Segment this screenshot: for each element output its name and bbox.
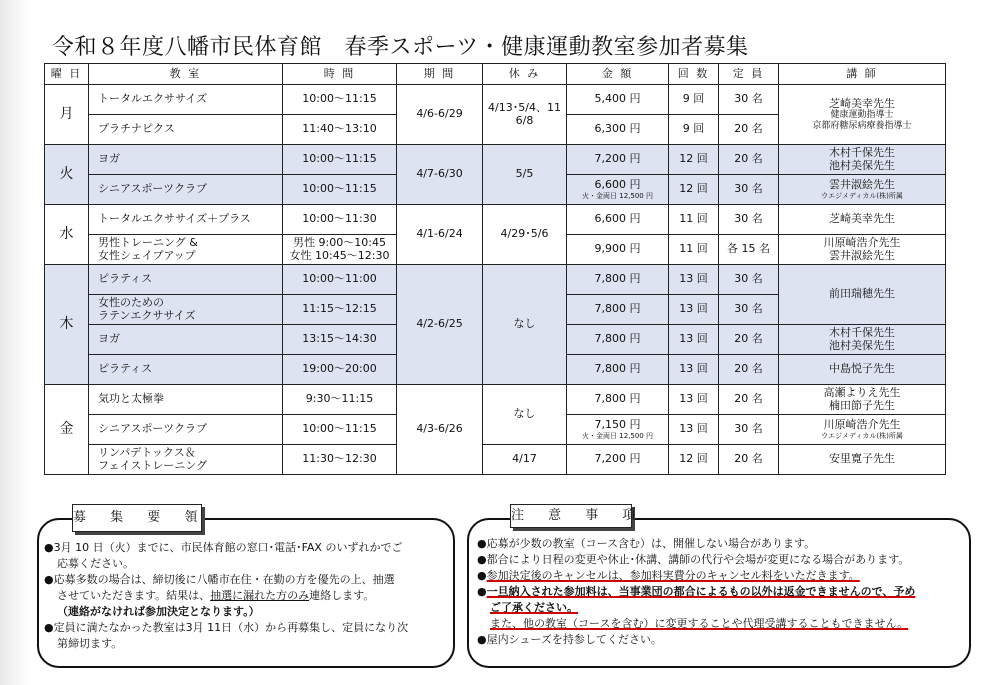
rest-cell: なし [483,265,567,385]
class-count: 13 回 [669,265,719,295]
class-time: 女性 10:45～12:30 [289,248,390,262]
class-capacity: 30 名 [719,415,779,445]
recruit-line: ●応募多数の場合は、締切後に八幡市在住・在勤の方を優先の上、抽選 [44,573,395,586]
recruit-line: 第締切ます。 [57,637,123,650]
class-name: 気功と太極拳 [89,385,283,415]
class-count: 13 回 [669,415,719,445]
class-time: 10:00～11:00 [283,265,397,295]
class-time: 男性 9:00～10:45 [293,235,386,249]
instructor-credential: 京都府糖尿病療養指導士 [812,120,912,131]
class-name: ピラティス [89,265,283,295]
class-count: 9 回 [669,85,719,115]
class-count: 13 回 [669,355,719,385]
rest-text: 4/13･5/4、11 [488,100,561,114]
period-cell: 4/3-6/26 [397,385,483,475]
class-capacity: 各 15 名 [719,235,779,265]
instructor-cell [779,415,946,445]
note-bullet: ● [477,569,487,582]
note-underlined-text: 参加決定後のキャンセルは、参加料実費分のキャンセル料をいただきます。 [486,569,860,582]
header-capacity: 定 員 [719,64,779,85]
class-count: 12 回 [669,445,719,475]
class-name: シニアスポーツクラブ [89,415,283,445]
class-name: トータルエクササイズ＋プラス [89,205,283,235]
period-cell: 4/2-6/25 [397,265,483,385]
class-time: 13:15～14:30 [283,325,397,355]
class-time: 10:00～11:15 [283,415,397,445]
instructor-name: 池村美保先生 [829,338,895,352]
class-price: 6,300 円 [567,115,669,145]
class-name: フェイストレーニング [98,458,208,472]
class-price: 7,800 円 [567,295,669,325]
class-name: リンパデトックス＆ [98,445,196,459]
instructor-name: 中島悦子先生 [779,355,946,385]
instructor-name: 池村美保先生 [829,158,895,172]
instructor-cell [779,175,946,205]
day-cell-fri: 金 [45,385,89,475]
class-price: 7,150 円 [594,418,641,432]
class-name: トータルエクササイズ [89,85,283,115]
recruit-text: させていただきます。結果は、 [57,589,211,602]
class-price: 6,600 円 [567,205,669,235]
day-cell-mon: 月 [45,85,89,145]
class-price-cell [567,415,669,445]
class-name-cell [89,295,283,325]
class-capacity: 20 名 [719,355,779,385]
table-row [45,205,946,235]
class-price: 7,200 円 [567,145,669,175]
class-name: ヨガ [89,325,283,355]
day-cell-tue: 火 [45,145,89,205]
class-name: 男性トレーニング & [98,235,198,249]
header-time: 時 間 [283,64,397,85]
instructor-cell [779,145,946,175]
class-name: 女性シェイプアップ [98,248,196,262]
class-count: 13 回 [669,295,719,325]
class-capacity: 30 名 [719,265,779,295]
table-header-row [45,64,946,85]
recruit-line: ●3月 10 日（火）までに、市民体育館の窓口･電話･FAX のいずれかでご [44,541,403,554]
rest-cell: なし [483,385,567,445]
page-title: 令和８年度八幡市民体育館 春季スポーツ・健康運動教室参加者募集 [52,35,749,60]
instructor-name: 安里寛子先生 [779,445,946,475]
class-count: 13 回 [669,325,719,355]
day-cell-thu: 木 [45,265,89,385]
page-edge-shadow [0,0,30,685]
notes-text [477,536,957,648]
recruit-line: ●定員に満たなかった教室は3月 11日（水）から再募集し、定員になり次 [44,621,409,634]
class-count: 11 回 [669,235,719,265]
instructor-name: 芝崎美幸先生 [779,205,946,235]
class-price: 6,600 円 [594,178,641,192]
instructor-name: 雲井淑絵先生 [829,178,895,192]
class-price: 9,900 円 [567,235,669,265]
header-rest: 休 み [483,64,567,85]
note-line [477,616,957,632]
notes-heading: 注 意 事 項 [510,504,632,528]
instructor-name: 木村千保先生 [829,325,895,339]
class-price: 7,800 円 [567,355,669,385]
recruitment-heading: 募 集 要 領 [72,504,202,532]
recruit-line: 応募ください。 [57,557,134,570]
note-line: ●屋内シューズを持参してください。 [477,633,662,646]
class-time: 9:30～11:15 [283,385,397,415]
class-capacity: 20 名 [719,145,779,175]
class-capacity: 30 名 [719,85,779,115]
note-line: ●都合により日程の変更や休止･休講、講師の代行や会場が変更になる場合があります。 [477,553,910,566]
class-capacity: 20 名 [719,445,779,475]
table-row [45,85,946,115]
class-capacity: 30 名 [719,175,779,205]
header-class: 教 室 [89,64,283,85]
instructor-name: 楠田節子先生 [829,398,895,412]
table-row [45,265,946,295]
header-day: 曜 日 [45,64,89,85]
class-name: 女性のための [98,295,164,309]
recruit-underlined-text: 抽選に漏れた方のみ [210,589,310,602]
day-cell-wed: 水 [45,205,89,265]
class-time-cell [283,235,397,265]
class-count: 13 回 [669,385,719,415]
table-row [45,385,946,415]
instructor-cell [779,85,946,145]
recruit-line: （連絡がなければ参加決定となります。） [57,605,260,618]
recruitment-text [44,540,440,652]
note-line [477,584,957,600]
class-time: 10:00～11:15 [283,85,397,115]
class-capacity: 20 名 [719,115,779,145]
recruit-line [44,588,440,604]
table-row [45,145,946,175]
instructor-cell [779,325,946,355]
period-cell: 4/1-6/24 [397,205,483,265]
rest-cell: 4/17 [483,445,567,475]
class-price: 7,800 円 [567,325,669,355]
rest-text: 6/8 [515,113,534,127]
instructor-credential: 健康運動指導士 [830,110,894,121]
class-name: ピラティス [89,355,283,385]
note-bullet: ● [477,585,487,598]
header-price: 金 額 [567,64,669,85]
class-time: 10:00～11:15 [283,145,397,175]
note-underlined-text: 一旦納入された参加料は、当事業団の都合によるもの以外は返金できませんので、予め [486,585,916,598]
instructor-name: 高瀬よりえ先生 [823,385,901,399]
class-capacity: 20 名 [719,385,779,415]
rest-cell: 5/5 [483,145,567,205]
instructor-cell [779,385,946,415]
class-time: 11:30～12:30 [283,445,397,475]
price-note: 火・金両日 12,500 円 [582,431,653,440]
class-count: 12 回 [669,145,719,175]
class-name-cell [89,445,283,475]
instructor-affiliation: ウエジメディカル(株)所属 [821,431,903,440]
period-cell: 4/7-6/30 [397,145,483,205]
recruit-text: 連絡します。 [309,589,375,602]
note-line: ●応募が少数の教室（コース含む）は、開催しない場合があります。 [477,537,816,550]
table-row [45,445,946,475]
instructor-affiliation: ウエジメディカル(株)所属 [821,191,903,200]
note-underlined-text: ご了承ください。 [490,601,578,614]
instructor-cell [779,235,946,265]
class-count: 9 回 [669,115,719,145]
class-name: ラテンエクササイズ [98,308,196,322]
class-price: 7,200 円 [567,445,669,475]
class-name: プラチナピクス [89,115,283,145]
class-price: 7,800 円 [567,265,669,295]
class-time: 10:00～11:30 [283,205,397,235]
class-time: 11:15～12:15 [283,295,397,325]
header-instructor: 講 師 [779,64,946,85]
class-capacity: 30 名 [719,295,779,325]
price-note: 火・金両日 12,500 円 [582,191,653,200]
rest-cell: 4/29･5/6 [483,205,567,265]
instructor-name: 川原崎浩介先生 [823,235,901,249]
class-price-cell [567,175,669,205]
period-cell: 4/6-6/29 [397,85,483,145]
header-period: 期 間 [397,64,483,85]
class-time: 19:00～20:00 [283,355,397,385]
schedule-table [44,63,946,475]
rest-cell [483,85,567,145]
note-line [477,600,957,616]
instructor-name: 芝崎美幸先生 [829,96,895,110]
instructor-name: 木村千保先生 [829,145,895,159]
class-name-cell [89,235,283,265]
class-name: ヨガ [89,145,283,175]
class-count: 12 回 [669,175,719,205]
class-price: 5,400 円 [567,85,669,115]
note-underlined-text: また、他の教室（コースを含む）に変更することや代理受講することもできません。 [490,617,909,630]
class-count: 11 回 [669,205,719,235]
note-line [477,568,957,584]
class-capacity: 30 名 [719,205,779,235]
instructor-name: 前田瑞穂先生 [779,265,946,325]
class-price: 7,800 円 [567,385,669,415]
header-count: 回 数 [669,64,719,85]
class-name: シニアスポーツクラブ [89,175,283,205]
class-time: 10:00～11:15 [283,175,397,205]
class-time: 11:40～13:10 [283,115,397,145]
instructor-name: 雲井淑絵先生 [829,248,895,262]
instructor-name: 川原崎浩介先生 [823,418,901,432]
class-capacity: 20 名 [719,325,779,355]
